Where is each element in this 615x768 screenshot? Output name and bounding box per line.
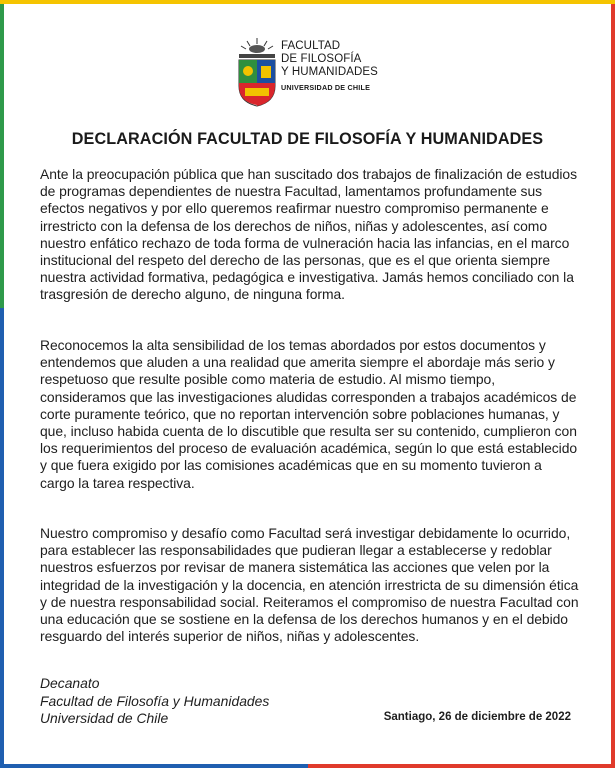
university-shield-logo-icon [235, 36, 279, 108]
document-title: DECLARACIÓN FACULTAD DE FILOSOFÍA Y HUMANIDADES [71, 130, 544, 148]
logo-line-1: FACULTAD [281, 40, 341, 52]
logo-line-3: Y HUMANIDADES [281, 66, 378, 78]
document-date: Santiago, 26 de diciembre de 2022 [383, 711, 571, 723]
logo-university-name: UNIVERSIDAD DE CHILE [281, 83, 371, 92]
logo-line-2: DE FILOSOFÍA [281, 53, 362, 65]
paragraph-2: Reconocemos la alta sensibilidad de los temas abordados por estos documentos y entendemos que aluden a una realidad que amerita siempre el abordaje más serio y respetuoso que resulte posible como materia de estudio. Al mismo tiempo, consideramos que las investigaciones aludidas corresponden a trabajos académicos de corte puramente teórico, que no reportan intervención sobre poblaciones humanas, y que, incluso habida cuenta de lo discutible que resulta ser su contenido, cumplieron con los requerimientos del proceso de evaluación académica, según lo que está establecido y que fuera exigido por las comisiones académicas que en su momento tuvieron a cargo la tarea respectiva. [40, 337, 578, 491]
paragraph-3: Nuestro compromiso y desafío como Facultad será investigar debidamente lo ocurrido, para establecer las responsabilidades que pudieran llegar a establecerse y redoblar nuestros esfuerzos por revisar de manera sistemática las acciones que velen por la integridad de la investigación y la docencia, en atención irrestricta de su dimensión ética y de nuestra responsabilidad social. Reiteramos el compromiso de nuestra Facultad con una educación que se sostiene en la defensa de los derechos humanos y en el debido resguardo del interés superior de niños, niñas y adolescentes. [40, 525, 579, 645]
left-color-border [0, 4, 4, 764]
signature-line-3: Universidad de Chile [40, 710, 169, 726]
signature-line-1: Decanato [40, 675, 100, 691]
top-color-border [0, 0, 615, 4]
bottom-color-border [0, 764, 615, 768]
signature-block [40, 675, 269, 728]
faculty-logo [235, 36, 395, 108]
right-color-border [611, 4, 615, 764]
signature-line-2: Facultad de Filosofía y Humanidades [40, 692, 270, 709]
logo-text [281, 40, 378, 94]
paragraph-1: Ante la preocupación pública que han suscitado dos trabajos de finalización de estudios de programas dependientes de nuestra Facultad, lamentamos profundamente sus efectos negativos y por ello queremos reafirmar nuestro compromiso permanente e irrestricto con la defensa de los derechos de niños, niñas y adolescentes, así como nuestro enfático rechazo de toda forma de vulneración hacia las infancias, en el marco institucional del respeto del derecho de las personas, que es el que orienta siempre nuestra actividad formativa, pedagógica e investigativa. Jamás hemos conciliado con la trasgresión de derecho alguno, de ninguna forma. [40, 166, 577, 303]
